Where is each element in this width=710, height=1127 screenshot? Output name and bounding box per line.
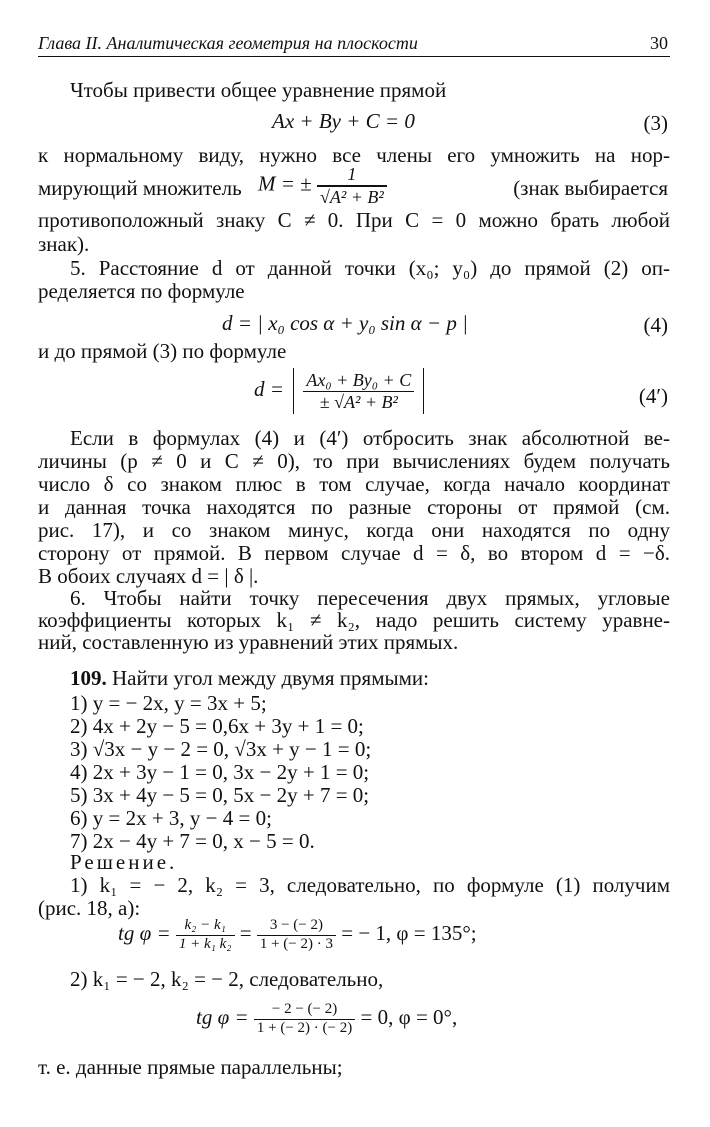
paragraph-line: личины (p ≠ 0 и C ≠ 0), то при вычислениях будем получать: [38, 449, 670, 473]
page-number: 30: [650, 33, 668, 53]
list-item: 7) 2x − 4y + 7 = 0, x − 5 = 0.: [70, 829, 315, 853]
equation-3: Ax + By + C = 0: [272, 109, 415, 133]
list-item: 2) 4x + 2y − 5 = 0,6x + 3y + 1 = 0;: [70, 714, 364, 738]
formula-lhs: d =: [254, 376, 284, 401]
paragraph-line: мирующий множитель: [38, 176, 242, 200]
fraction-denominator: 1 + (− 2) · 3: [259, 935, 333, 952]
fraction: [254, 1002, 355, 1037]
tangent-formula-1: [118, 918, 477, 953]
paragraph-line: коэффициенты которых k₁ ≠ k₂, надо решить систему уравне-: [38, 608, 670, 632]
list-item: 6) y = 2x + 3, y − 4 = 0;: [70, 806, 272, 830]
paragraph-line: число δ со знаком плюс в том случае, когда начало координат: [38, 472, 670, 496]
paragraph-line: рис. 17), и со знаком минус, когда они находятся по одну: [38, 518, 670, 542]
tangent-formula-2: [196, 1002, 457, 1037]
fraction-denominator: 1 + (− 2) · (− 2): [256, 1019, 353, 1036]
paragraph-line: 2) k₁ = − 2, k₂ = − 2, следовательно,: [70, 967, 384, 991]
list-item: 5) 3x + 4y − 5 = 0, 5x − 2y + 7 = 0;: [70, 783, 370, 807]
fraction-denominator: √A² + B²: [317, 186, 387, 207]
paragraph-line: Если в формулах (4) и (4′) отбросить знак абсолютной ве-: [70, 426, 670, 450]
formula-lhs: M = ±: [258, 171, 312, 196]
fraction-numerator: 1: [317, 165, 387, 186]
header-rule: [38, 56, 670, 57]
paragraph-line: ределяется по формуле: [38, 279, 245, 303]
list-item: 4) 2x + 3y − 1 = 0, 3x − 2y + 1 = 0;: [70, 760, 370, 784]
paragraph-line: и до прямой (3) по формуле: [38, 339, 287, 363]
paragraph-line: ний, составленную из уравнений этих прямых.: [38, 630, 459, 654]
paragraph-line: (знак выбирается: [513, 176, 668, 200]
paragraph-line: и данная точка находятся по разные стороны от прямой (см.: [38, 495, 670, 519]
problem-number: 109.: [70, 666, 107, 690]
equation-number: (3): [643, 111, 668, 135]
formula-tail: = 0, φ = 0°,: [360, 1005, 458, 1030]
paragraph-line: 1) k₁ = − 2, k₂ = 3, следовательно, по формуле (1) получим: [70, 873, 670, 897]
normalizing-factor-formula: [258, 165, 387, 207]
fraction: [176, 918, 235, 953]
formula-lhs: tg φ =: [118, 921, 171, 946]
paragraph-line: 6. Чтобы найти точку пересечения двух прямых, угловые: [70, 586, 670, 610]
running-header: Глава II. Аналитическая геометрия на плоскости: [38, 33, 418, 53]
solution-label: Решение.: [70, 850, 178, 874]
fraction: [317, 165, 387, 207]
problem-heading: [70, 668, 429, 689]
equation-number: (4′): [638, 384, 668, 408]
list-item: 3) √3x − y − 2 = 0, √3x + y − 1 = 0;: [70, 737, 372, 761]
fraction-numerator: 3 − (− 2): [257, 918, 336, 936]
paragraph-line: противоположный знаку C ≠ 0. При C = 0 можно брать любой: [38, 208, 670, 232]
abs-bar-right: [423, 368, 424, 414]
formula-lhs: tg φ =: [196, 1005, 249, 1030]
distance-formula: [254, 368, 428, 414]
paragraph-line: знак).: [38, 232, 90, 256]
fraction: [257, 918, 336, 953]
fraction-numerator: k₂ − k₁: [176, 918, 235, 936]
paragraph-line: сторону от прямой. В первом случае d = δ, во втором d = −δ.: [38, 541, 670, 565]
paragraph-line: т. е. данные прямые параллельны;: [38, 1055, 343, 1079]
fraction-denominator: 1 + k₁ k₂: [178, 935, 232, 952]
fraction-numerator: − 2 − (− 2): [254, 1002, 355, 1020]
paragraph-line: 5. Расстояние d от данной точки (x₀; y₀) до прямой (2) оп-: [70, 256, 670, 280]
fraction-numerator: Ax₀ + By₀ + C: [303, 371, 414, 392]
abs-bar-left: [293, 368, 294, 414]
fraction-denominator: ± √A² + B²: [319, 391, 398, 412]
paragraph-line: (рис. 18, a):: [38, 896, 141, 920]
formula-tail: = − 1, φ = 135°;: [341, 921, 477, 946]
equation-4: d = | x₀ cos α + y₀ sin α − p |: [222, 311, 468, 335]
paragraph-line: к нормальному виду, нужно все члены его умножить на нор-: [38, 143, 670, 167]
list-item: 1) y = − 2x, y = 3x + 5;: [70, 691, 267, 715]
equation-number: (4): [643, 313, 668, 337]
fraction: [303, 371, 414, 412]
paragraph-line: Чтобы привести общее уравнение прямой: [70, 78, 447, 102]
problem-text: Найти угол между двумя прямыми:: [112, 666, 429, 690]
paragraph-line: В обоих случаях d = | δ |.: [38, 564, 259, 588]
equals-sign: =: [239, 921, 252, 946]
